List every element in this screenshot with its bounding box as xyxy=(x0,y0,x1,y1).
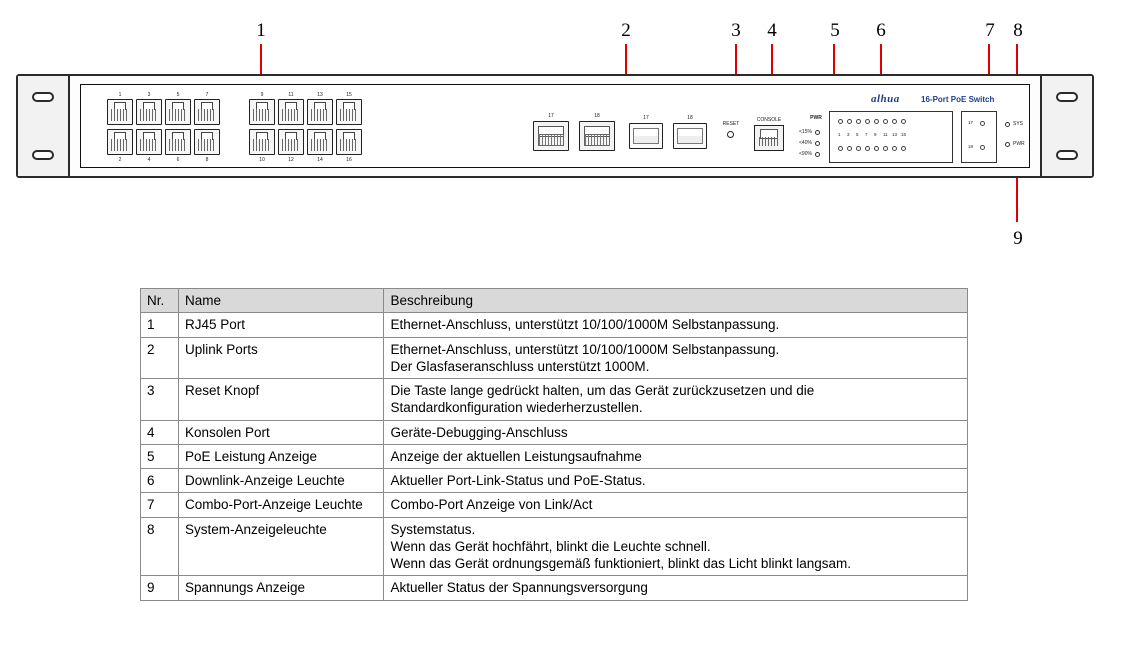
link-led-number: 15 xyxy=(901,132,907,137)
cell-nr: 3 xyxy=(141,379,179,421)
cell-description xyxy=(384,379,968,421)
poe-led-40 xyxy=(799,140,820,146)
description-line: Ethernet-Anschluss, unterstützt 10/100/1000M Selbstanpassung. xyxy=(390,341,780,357)
callout-number-2: 2 xyxy=(621,20,631,41)
link-led-2 xyxy=(838,146,843,151)
cell-name: Uplink Ports xyxy=(178,337,384,379)
column-header-name: Name xyxy=(178,289,384,313)
cell-description xyxy=(384,469,968,493)
rj45-port xyxy=(307,99,333,125)
poe-led-label: <15% xyxy=(799,129,812,135)
port-label: 14 xyxy=(317,157,323,163)
legend-table xyxy=(140,288,968,601)
cell-nr: 8 xyxy=(141,517,179,576)
cell-nr: 2 xyxy=(141,337,179,379)
link-led-number: 5 xyxy=(856,132,859,137)
description-line: Wenn das Gerät hochfährt, blinkt die Leuchte schnell. xyxy=(390,538,711,554)
sfp-cage-18 xyxy=(673,123,707,149)
table-row xyxy=(141,379,968,421)
link-led-number: 3 xyxy=(847,132,850,137)
poe-led-15 xyxy=(799,129,820,135)
poe-section-label: PWR xyxy=(810,115,822,121)
combo-led-panel xyxy=(961,111,997,163)
table-row xyxy=(141,444,968,468)
combo-led-18 xyxy=(980,145,985,150)
port-label: 3 xyxy=(147,92,151,98)
cell-name: Konsolen Port xyxy=(178,420,384,444)
cell-description xyxy=(384,517,968,576)
cell-name: Combo-Port-Anzeige Leuchte xyxy=(178,493,384,517)
callout-number-6: 6 xyxy=(876,20,886,41)
link-led-number: 7 xyxy=(865,132,868,137)
cell-description xyxy=(384,576,968,600)
description-line: Die Taste lange gedrückt halten, um das Gerät zurückzusetzen und die xyxy=(390,383,815,399)
reset-button[interactable] xyxy=(727,131,734,138)
faceplate xyxy=(70,76,1040,176)
table-header-row xyxy=(141,289,968,313)
rack-ear-hole xyxy=(32,150,54,160)
rj45-port xyxy=(165,99,191,125)
link-led-14 xyxy=(892,146,897,151)
link-led-5 xyxy=(856,119,861,124)
table-row xyxy=(141,517,968,576)
link-led-15 xyxy=(901,119,906,124)
rj45-port xyxy=(249,99,275,125)
power-led-label: PWR xyxy=(1013,141,1025,147)
uplink-rj45-port-18 xyxy=(579,121,615,151)
cell-nr: 1 xyxy=(141,313,179,337)
cell-name: System-Anzeigeleuchte xyxy=(178,517,384,576)
cell-name: RJ45 Port xyxy=(178,313,384,337)
device-diagram xyxy=(0,0,1129,262)
poe-led-label: <90% xyxy=(799,151,812,157)
led-indicator-icon xyxy=(1005,142,1010,147)
link-led-11 xyxy=(883,119,888,124)
rj45-port xyxy=(136,129,162,155)
cell-description xyxy=(384,493,968,517)
callout-number-7: 7 xyxy=(985,20,995,41)
rj45-port xyxy=(136,99,162,125)
combo-led-number: 18 xyxy=(968,144,974,149)
port-label: 5 xyxy=(176,92,180,98)
table-row xyxy=(141,420,968,444)
combo-label: 17 xyxy=(643,115,649,121)
port-label: 2 xyxy=(118,157,122,163)
cell-nr: 9 xyxy=(141,576,179,600)
link-led-3 xyxy=(847,119,852,124)
power-led xyxy=(1005,141,1025,147)
link-led-number: 1 xyxy=(838,132,841,137)
rj45-row-even xyxy=(107,129,220,156)
description-line: Combo-Port Anzeige von Link/Act xyxy=(390,497,593,513)
led-indicator-icon xyxy=(1005,122,1010,127)
link-led-6 xyxy=(856,146,861,151)
cell-description xyxy=(384,420,968,444)
reset-label: RESET xyxy=(722,121,740,127)
cell-nr: 4 xyxy=(141,420,179,444)
leader-line-2-stem xyxy=(625,44,627,78)
description-line: Aktueller Status der Spannungsversorgung xyxy=(390,580,648,596)
rj45-row-odd xyxy=(249,99,362,126)
rj45-row-even xyxy=(249,129,362,156)
poe-led-90 xyxy=(799,151,820,157)
link-led-16 xyxy=(901,146,906,151)
port-label: 16 xyxy=(346,157,352,163)
link-led-12 xyxy=(883,146,888,151)
rj45-port xyxy=(307,129,333,155)
description-line: Der Glasfaseranschluss unterstützt 1000M. xyxy=(390,358,650,374)
link-led-13 xyxy=(892,119,897,124)
cell-name: Spannungs Anzeige xyxy=(178,576,384,600)
description-line: Anzeige der aktuellen Leistungsaufnahme xyxy=(390,448,642,464)
callout-number-4: 4 xyxy=(767,20,777,41)
rack-ear-hole xyxy=(1056,150,1078,160)
port-label: 13 xyxy=(317,92,323,98)
led-indicator-icon xyxy=(815,141,820,146)
combo-led-17 xyxy=(980,121,985,126)
uplink-rj45-port-17 xyxy=(533,121,569,151)
port-label: 10 xyxy=(259,157,265,163)
link-led-number: 13 xyxy=(892,132,898,137)
description-line: Aktueller Port-Link-Status und PoE-Status. xyxy=(390,473,646,489)
callout-number-8: 8 xyxy=(1013,20,1023,41)
column-header-description: Beschreibung xyxy=(384,289,968,313)
description-line: Wenn das Gerät ordnungsgemäß funktioniert, blinkt das Licht blinkt langsam. xyxy=(390,556,851,572)
link-led-4 xyxy=(847,146,852,151)
port-label: 9 xyxy=(260,92,264,98)
description-line: Ethernet-Anschluss, unterstützt 10/100/1000M Selbstanpassung. xyxy=(390,317,780,333)
port-label: 7 xyxy=(205,92,209,98)
poe-led-label: <40% xyxy=(799,140,812,146)
rack-ear-hole xyxy=(1056,92,1078,102)
cell-nr: 5 xyxy=(141,444,179,468)
combo-led-number: 17 xyxy=(968,120,974,125)
port-label: 4 xyxy=(147,157,151,163)
rj45-port xyxy=(194,129,220,155)
callout-number-1: 1 xyxy=(256,20,266,41)
uplink-label: 18 xyxy=(594,113,600,119)
console-port xyxy=(754,125,784,151)
description-line: Geräte-Debugging-Anschluss xyxy=(390,424,568,440)
led-indicator-icon xyxy=(815,130,820,135)
rack-ear-hole xyxy=(32,92,54,102)
link-led-8 xyxy=(865,146,870,151)
port-label: 12 xyxy=(288,157,294,163)
rj45-port xyxy=(336,129,362,155)
rj45-port xyxy=(107,99,133,125)
system-led-label: SYS xyxy=(1013,121,1024,127)
port-label: 15 xyxy=(346,92,352,98)
rj45-port xyxy=(249,129,275,155)
link-led-number: 11 xyxy=(883,132,888,137)
table-row xyxy=(141,576,968,600)
link-led-number: 9 xyxy=(874,132,877,137)
rack-ear-right xyxy=(1040,76,1092,176)
cell-name: Reset Knopf xyxy=(178,379,384,421)
table-row xyxy=(141,337,968,379)
console-label: CONSOLE xyxy=(756,117,782,123)
cell-description xyxy=(384,444,968,468)
inner-panel xyxy=(80,84,1030,168)
table-row xyxy=(141,493,968,517)
legend-table-container xyxy=(140,288,968,601)
downlink-led-panel xyxy=(829,111,953,163)
rj45-row-odd xyxy=(107,99,220,126)
cell-description xyxy=(384,313,968,337)
rj45-port xyxy=(165,129,191,155)
combo-label: 18 xyxy=(687,115,693,121)
callout-number-3: 3 xyxy=(731,20,741,41)
brand-logo: alhua xyxy=(871,93,900,105)
downlink-led-row-odd xyxy=(838,119,906,124)
rack-ear-left xyxy=(18,76,70,176)
led-indicator-icon xyxy=(815,152,820,157)
cell-nr: 6 xyxy=(141,469,179,493)
system-led xyxy=(1005,121,1023,127)
uplink-label: 17 xyxy=(548,113,554,119)
table-row xyxy=(141,469,968,493)
cell-description xyxy=(384,337,968,379)
sfp-cage-17 xyxy=(629,123,663,149)
cell-nr: 7 xyxy=(141,493,179,517)
description-line: Systemstatus. xyxy=(390,521,476,537)
port-label: 1 xyxy=(118,92,122,98)
link-led-7 xyxy=(865,119,870,124)
brand-model-label: 16-Port PoE Switch xyxy=(921,95,995,104)
link-led-9 xyxy=(874,119,879,124)
switch-chassis xyxy=(16,74,1094,178)
port-label: 6 xyxy=(176,157,180,163)
table-row xyxy=(141,313,968,337)
rj45-port xyxy=(194,99,220,125)
callout-number-9: 9 xyxy=(1013,228,1023,249)
description-line: Standardkonfiguration wiederherzustellen. xyxy=(390,400,643,416)
rj45-port xyxy=(107,129,133,155)
link-led-1 xyxy=(838,119,843,124)
port-label: 11 xyxy=(288,92,294,98)
callout-number-5: 5 xyxy=(830,20,840,41)
link-led-10 xyxy=(874,146,879,151)
port-label: 8 xyxy=(205,157,209,163)
downlink-led-row-even xyxy=(838,146,906,151)
rj45-port xyxy=(278,129,304,155)
leader-line-1-stem xyxy=(260,44,262,78)
cell-name: PoE Leistung Anzeige xyxy=(178,444,384,468)
rj45-port xyxy=(336,99,362,125)
cell-name: Downlink-Anzeige Leuchte xyxy=(178,469,384,493)
column-header-nr: Nr. xyxy=(141,289,179,313)
rj45-port xyxy=(278,99,304,125)
